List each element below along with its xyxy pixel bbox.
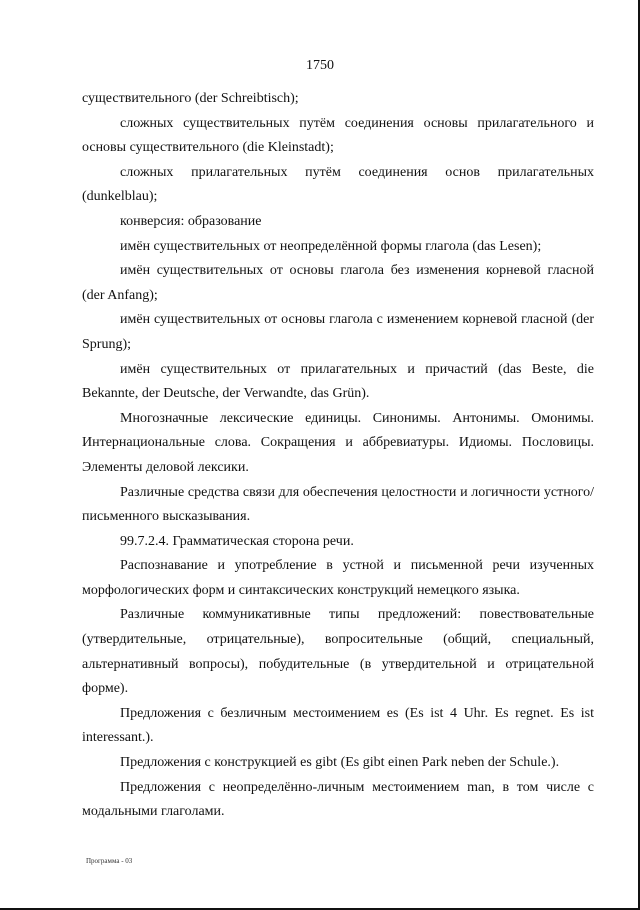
paragraph: Предложения с конструкцией es gibt (Es gibt einen Park neben der Schule.).: [120, 755, 560, 771]
paragraph: сложных прилагательных путём соединения основ прилагательных (dunkelblau);: [82, 164, 594, 205]
paragraph: Различные средства связи для обеспечения целостности и логичности устного/письменного высказывания.: [82, 484, 594, 525]
paragraph: имён существительных от основы глагола без изменения корневой гласной (der Anfang);: [82, 263, 594, 303]
paragraph: Распознавание и употребление в устной и письменной речи изученных морфологических форм и синтаксических конструкций немецкого языка.: [82, 558, 594, 598]
paragraph: Предложения с безличным местоимением es (Es ist 4 Uhr. Es regnet. Es ist interessant.).: [82, 705, 594, 746]
paragraph: конверсия: образование: [120, 213, 262, 229]
footer-label: Программа - 03: [86, 857, 133, 865]
paragraph: 99.7.2.4. Грамматическая сторона речи.: [120, 533, 354, 549]
paragraph: имён существительных от неопределённой формы глагола (das Lesen);: [120, 238, 542, 254]
paragraph: сложных существительных путём соединения основы прилагательного и основы существительного (die Kleinstadt);: [82, 115, 594, 156]
body-text: [82, 87, 594, 825]
paragraph: Многозначные лексические единицы. Синонимы. Антонимы. Омонимы. Интернациональные слова. Сокращения и аббревиатуры. Идиомы. Пословицы. Элементы деловой лексики.: [82, 410, 594, 475]
paragraph: Предложения с неопределённо-личным местоимением man, в том числе с модальными глаголами.: [82, 779, 594, 820]
paragraph: имён существительных от прилагательных и причастий (das Beste, die Bekannte, der Deutsche, der Verwandte, das Grün).: [82, 361, 594, 402]
paragraph: Различные коммуникативные типы предложений: повествовательные (утвердительные, отрицательные), вопросительные (общий, специальный, альтернативный вопросы), побудительные (в утвердительной и отрицательной форме).: [82, 607, 594, 697]
paragraph: имён существительных от основы глагола с изменением корневой гласной (der Sprung);: [82, 312, 594, 352]
paragraph: существительного (der Schreibtisch);: [82, 91, 299, 106]
page-number: 1750: [306, 58, 334, 73]
